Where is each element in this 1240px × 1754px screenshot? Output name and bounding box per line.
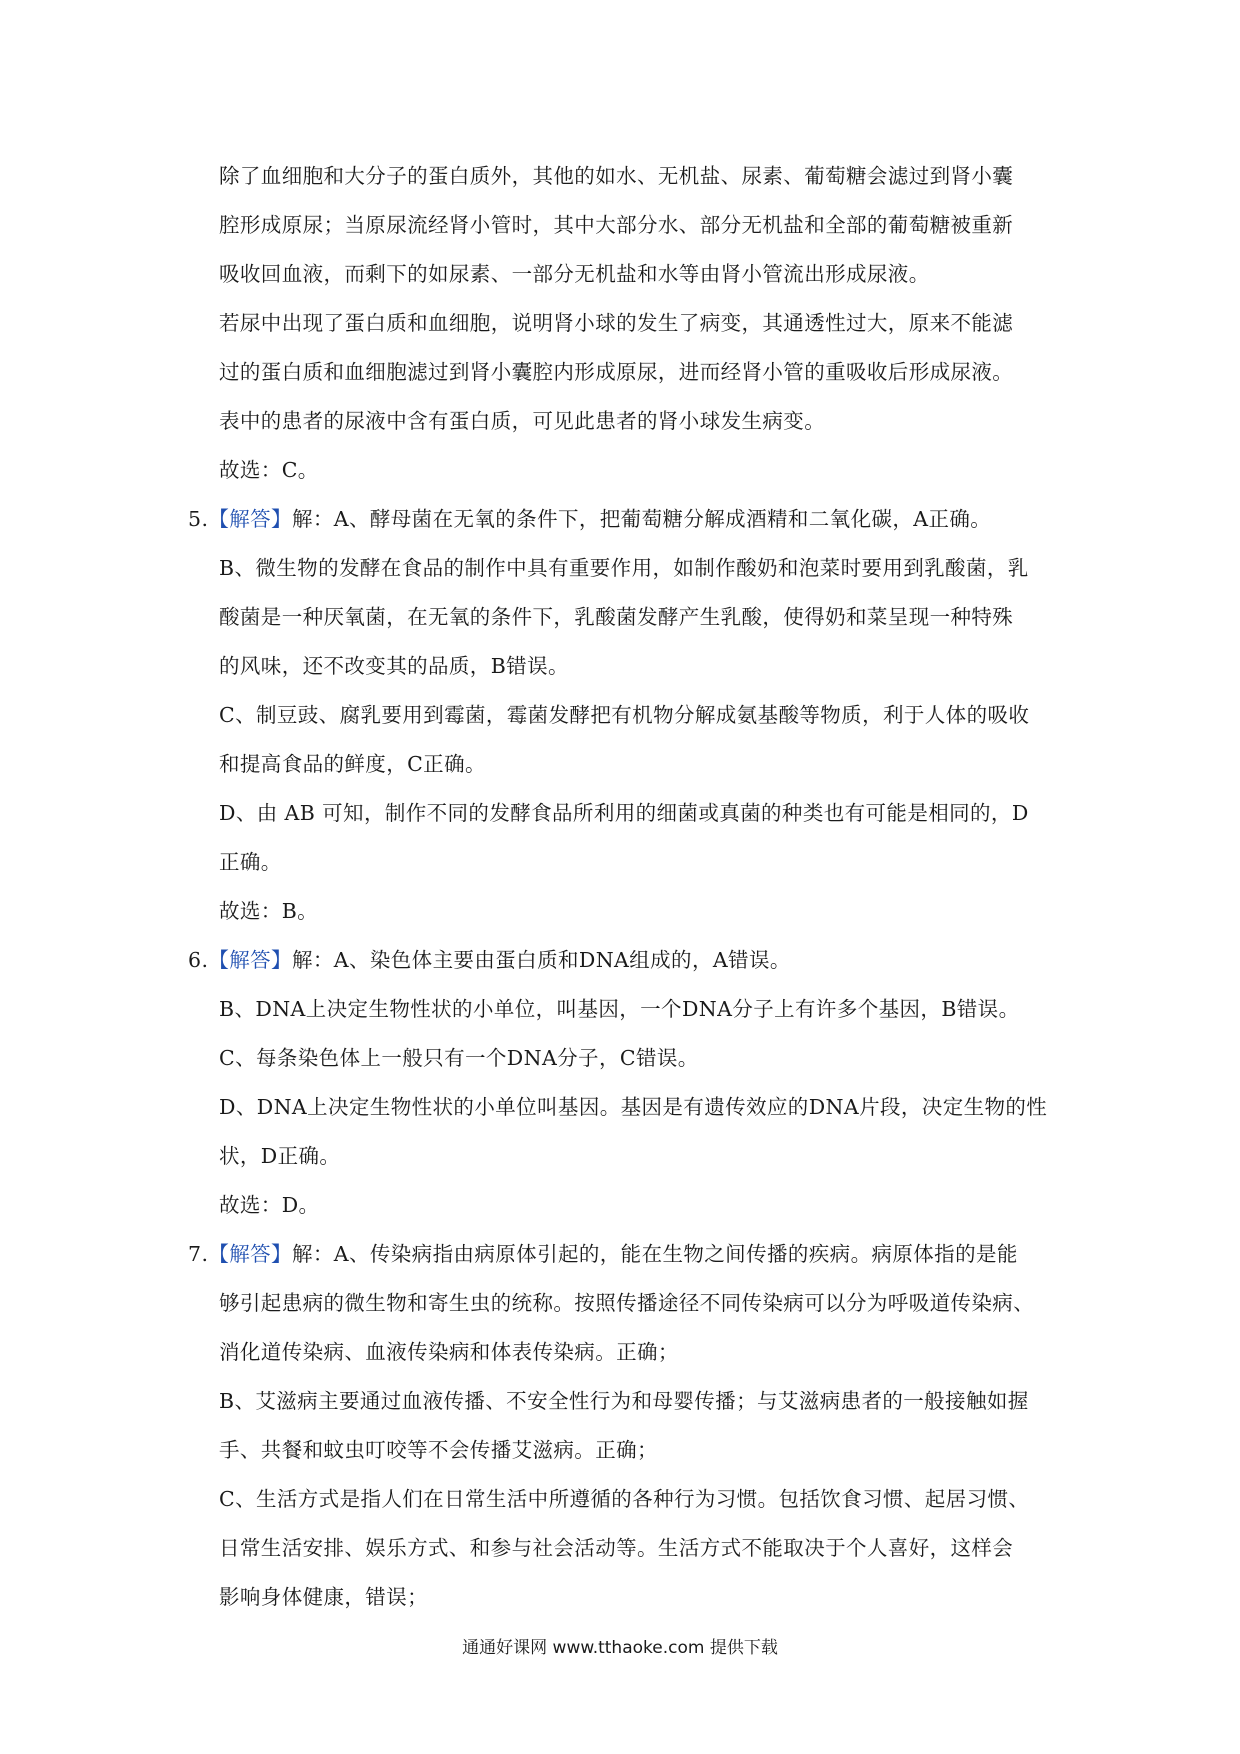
line-text: 若尿中出现了蛋白质和血细胞，说明肾小球的发生了病变，其通透性过大，原来不能滤	[219, 311, 1014, 335]
line-text: 解：A、染色体主要由蛋白质和DNA组成的，A错误。	[291, 948, 791, 972]
line-text: 解：A、传染病指由病原体引起的，能在生物之间传播的疾病。病原体指的是能	[291, 1242, 1018, 1266]
text-line	[219, 1337, 1069, 1367]
line-text: 腔形成原尿；当原尿流经肾小管时，其中大部分水、部分无机盐和全部的葡萄糖被重新	[219, 213, 1014, 237]
text-line	[219, 1386, 1069, 1416]
text-line	[219, 1190, 1069, 1220]
line-text: 和提高食品的鲜度，C正确。	[219, 752, 486, 776]
answer-tag: 【解答】	[208, 507, 292, 531]
line-text: B、艾滋病主要通过血液传播、不安全性行为和母婴传播；与艾滋病患者的一般接触如握	[219, 1389, 1029, 1413]
line-text: C、每条染色体上一般只有一个DNA分子，C错误。	[219, 1046, 699, 1070]
text-line	[219, 259, 1069, 289]
line-text: 的风味，还不改变其的品质，B错误。	[219, 654, 569, 678]
question-number: 6.	[188, 948, 209, 972]
text-line	[219, 896, 1069, 926]
line-text: 除了血细胞和大分子的蛋白质外，其他的如水、无机盐、尿素、葡萄糖会滤过到肾小囊	[219, 164, 1014, 188]
line-text: 日常生活安排、娱乐方式、和参与社会活动等。生活方式不能取决于个人喜好，这样会	[219, 1536, 1014, 1560]
question-6-heading	[188, 945, 1038, 975]
line-text: 消化道传染病、血液传染病和体表传染病。正确；	[219, 1340, 679, 1364]
text-line	[219, 1141, 1069, 1171]
text-line	[219, 798, 1069, 828]
text-line	[219, 749, 1069, 779]
line-text: 手、共餐和蚊虫叮咬等不会传播艾滋病。正确；	[219, 1438, 658, 1462]
text-line	[219, 1092, 1069, 1122]
question-number: 5.	[188, 507, 209, 531]
line-text: 够引起患病的微生物和寄生虫的统称。按照传播途径不同传染病可以分为呼吸道传染病、	[219, 1291, 1035, 1315]
line-text: C、制豆豉、腐乳要用到霉菌，霉菌发酵把有机物分解成氨基酸等物质，利于人体的吸收	[219, 703, 1030, 727]
text-line	[219, 1533, 1069, 1563]
line-text: 解：A、酵母菌在无氧的条件下，把葡萄糖分解成酒精和二氧化碳，A正确。	[291, 507, 992, 531]
line-text: 故选：C。	[219, 458, 319, 482]
text-line	[219, 406, 1069, 436]
text-line	[219, 161, 1069, 191]
line-text: D、DNA上决定生物性状的小单位叫基因。基因是有遗传效应的DNA片段，决定生物的性	[219, 1095, 1048, 1119]
line-text: 过的蛋白质和血细胞滤过到肾小囊腔内形成原尿，进而经肾小管的重吸收后形成尿液。	[219, 360, 1014, 384]
line-text: 影响身体健康，错误；	[219, 1585, 428, 1609]
question-7-heading	[188, 1239, 1038, 1269]
text-line	[219, 700, 1069, 730]
question-5-heading	[188, 504, 1038, 534]
line-text: 状，D正确。	[219, 1144, 341, 1168]
answer-tag: 【解答】	[208, 1242, 292, 1266]
line-text: 吸收回血液，而剩下的如尿素、一部分无机盐和水等由肾小管流出形成尿液。	[219, 262, 930, 286]
text-line	[219, 1435, 1069, 1465]
line-text: C、生活方式是指人们在日常生活中所遵循的各种行为习惯。包括饮食习惯、起居习惯、	[219, 1487, 1030, 1511]
text-line	[219, 847, 1069, 877]
line-text: 表中的患者的尿液中含有蛋白质，可见此患者的肾小球发生病变。	[219, 409, 826, 433]
line-text: B、微生物的发酵在食品的制作中具有重要作用，如制作酸奶和泡菜时要用到乳酸菌，乳	[219, 556, 1029, 580]
question-number: 7.	[188, 1242, 209, 1266]
text-line	[219, 455, 1069, 485]
text-line	[219, 357, 1069, 387]
text-line	[219, 1288, 1069, 1318]
text-line	[219, 1582, 1069, 1612]
line-text: B、DNA上决定生物性状的小单位，叫基因，一个DNA分子上有许多个基因，B错误。	[219, 997, 1020, 1021]
line-text: 故选：D。	[219, 1193, 320, 1217]
text-line	[219, 1484, 1069, 1514]
text-line	[219, 308, 1069, 338]
text-line	[219, 553, 1069, 583]
line-text: 故选：B。	[219, 899, 319, 923]
text-line	[219, 651, 1069, 681]
page-footer	[0, 1633, 1240, 1658]
line-text: 酸菌是一种厌氧菌，在无氧的条件下，乳酸菌发酵产生乳酸，使得奶和菜呈现一种特殊	[219, 605, 1014, 629]
text-line	[219, 1043, 1069, 1073]
line-text: 正确。	[219, 850, 282, 874]
text-line	[219, 602, 1069, 632]
line-text: D、由 AB 可知，制作不同的发酵食品所利用的细菌或真菌的种类也有可能是相同的，D	[219, 801, 1029, 825]
footer-text: 通通好课网 www.tthaoke.com 提供下载	[462, 1638, 778, 1658]
text-line	[219, 994, 1069, 1024]
answer-tag: 【解答】	[208, 948, 292, 972]
text-line	[219, 210, 1069, 240]
